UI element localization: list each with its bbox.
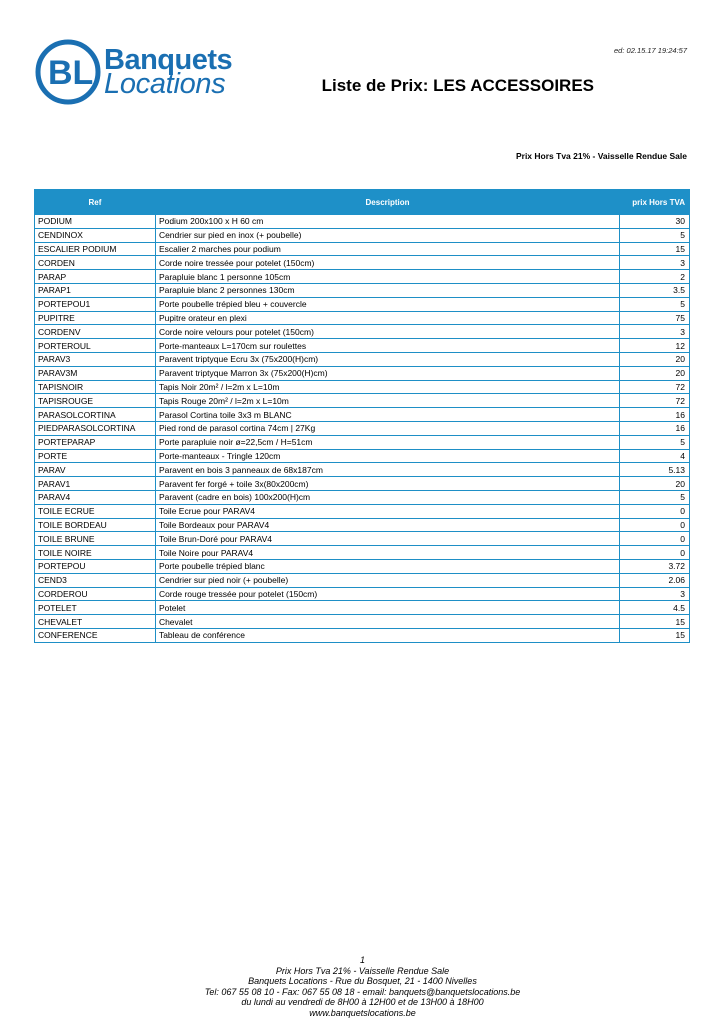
cell-ref: PORTEROUL [35, 339, 156, 353]
cell-ref: CORDEN [35, 256, 156, 270]
table-row [35, 394, 690, 408]
cell-price: 5 [620, 435, 690, 449]
cell-ref: TAPISNOIR [35, 380, 156, 394]
cell-description: Paravent triptyque Ecru 3x (75x200(H)cm) [155, 352, 619, 366]
cell-description: Parapluie blanc 1 personne 105cm [155, 270, 619, 284]
brand-name-line1: Banquets [104, 44, 233, 76]
brand-name-line2: Locations [104, 68, 226, 100]
cell-price: 5 [620, 490, 690, 504]
cell-price: 20 [620, 352, 690, 366]
cell-description: Cendrier sur pied en inox (+ poubelle) [155, 228, 619, 242]
table-row [35, 215, 690, 229]
cell-description: Porte poubelle trépied blanc [155, 559, 619, 573]
cell-description: Corde noire tressée pour potelet (150cm) [155, 256, 619, 270]
table-row [35, 559, 690, 573]
cell-ref: PARASOLCORTINA [35, 408, 156, 422]
cell-price: 72 [620, 394, 690, 408]
page-title: Liste de Prix: LES ACCESSOIRES [321, 76, 594, 95]
cell-description: Porte-manteaux L=170cm sur roulettes [155, 339, 619, 353]
table-row [35, 380, 690, 394]
table-row [35, 408, 690, 422]
table-row [35, 366, 690, 380]
price-table [34, 189, 690, 643]
cell-ref: PARAP [35, 270, 156, 284]
cell-ref: CORDENV [35, 325, 156, 339]
cell-price: 5 [620, 228, 690, 242]
cell-ref: PARAV1 [35, 477, 156, 491]
cell-ref: CHEVALET [35, 615, 156, 629]
cell-description: Tapis Rouge 20m² / l=2m x L=10m [155, 394, 619, 408]
cell-price: 12 [620, 339, 690, 353]
cell-description: Tableau de conférence [155, 628, 619, 642]
cell-description: Porte poubelle trépied bleu + couvercle [155, 297, 619, 311]
cell-price: 2 [620, 270, 690, 284]
column-header-price: prix Hors TVA [620, 190, 690, 215]
cell-ref: CENDINOX [35, 228, 156, 242]
cell-description: Tapis Noir 20m² / l=2m x L=10m [155, 380, 619, 394]
cell-description: Pupitre orateur en plexi [155, 311, 619, 325]
page-subtitle: Prix Hors Tva 21% - Vaisselle Rendue Sale [515, 151, 687, 161]
cell-ref: ESCALIER PODIUM [35, 242, 156, 256]
cell-price: 72 [620, 380, 690, 394]
cell-ref: CORDEROU [35, 587, 156, 601]
cell-ref: PORTEPOU1 [35, 297, 156, 311]
cell-ref: TOILE ECRUE [35, 504, 156, 518]
cell-ref: TOILE BRUNE [35, 532, 156, 546]
cell-price: 5 [620, 297, 690, 311]
cell-description: Corde noire velours pour potelet (150cm) [155, 325, 619, 339]
cell-ref: POTELET [35, 601, 156, 615]
cell-description: Toile Noire pour PARAV4 [155, 546, 619, 560]
cell-ref: PARAV3M [35, 366, 156, 380]
table-row [35, 311, 690, 325]
cell-price: 16 [620, 421, 690, 435]
cell-description: Toile Brun-Doré pour PARAV4 [155, 532, 619, 546]
cell-price: 0 [620, 532, 690, 546]
table-row [35, 421, 690, 435]
cell-price: 20 [620, 366, 690, 380]
cell-price: 15 [620, 242, 690, 256]
cell-description: Paravent (cadre en bois) 100x200(H)cm [155, 490, 619, 504]
cell-ref: PORTEPOU [35, 559, 156, 573]
logo-mark-icon [34, 38, 104, 108]
cell-ref: CONFERENCE [35, 628, 156, 642]
footer-line-address: Banquets Locations - Rue du Bosquet, 21 - 1400 Nivelles [248, 976, 477, 987]
cell-price: 4 [620, 449, 690, 463]
cell-description: Porte parapluie noir ø=22,5cm / H=51cm [155, 435, 619, 449]
footer-line-contact: Tel: 067 55 08 10 - Fax: 067 55 08 18 - email: banquets@banquetslocations.be [204, 986, 521, 997]
table-row [35, 628, 690, 642]
cell-ref: TOILE BORDEAU [35, 518, 156, 532]
table-row [35, 449, 690, 463]
table-row [35, 504, 690, 518]
logo-letters: BL [48, 54, 94, 92]
table-row [35, 297, 690, 311]
company-logo [34, 38, 249, 108]
cell-description: Cendrier sur pied noir (+ poubelle) [155, 573, 619, 587]
footer-line-hours: du lundi au vendredi de 8H00 à 12H00 et de 13H00 à 18H00 [241, 997, 484, 1008]
cell-ref: TAPISROUGE [35, 394, 156, 408]
cell-description: Parasol Cortina toile 3x3 m BLANC [155, 408, 619, 422]
table-row [35, 615, 690, 629]
edited-timestamp: ed: 02.15.17 19:24:57 [614, 46, 687, 55]
cell-price: 3 [620, 325, 690, 339]
cell-price: 5.13 [620, 463, 690, 477]
cell-description: Chevalet [155, 615, 619, 629]
cell-price: 3 [620, 587, 690, 601]
page-footer [0, 955, 725, 1019]
cell-ref: TOILE NOIRE [35, 546, 156, 560]
cell-price: 3.5 [620, 283, 690, 297]
table-row [35, 518, 690, 532]
table-row [35, 477, 690, 491]
cell-ref: PARAV [35, 463, 156, 477]
table-row [35, 587, 690, 601]
table-row [35, 325, 690, 339]
cell-price: 4.5 [620, 601, 690, 615]
cell-description: Paravent en bois 3 panneaux de 68x187cm [155, 463, 619, 477]
cell-price: 15 [620, 628, 690, 642]
cell-description: Paravent triptyque Marron 3x (75x200(H)cm) [155, 366, 619, 380]
cell-price: 2.06 [620, 573, 690, 587]
cell-description: Parapluie blanc 2 personnes 130cm [155, 283, 619, 297]
cell-description: Escalier 2 marches pour podium [155, 242, 619, 256]
table-row [35, 256, 690, 270]
table-row [35, 573, 690, 587]
cell-description: Podium 200x100 x H 60 cm [155, 215, 619, 229]
table-row [35, 601, 690, 615]
footer-line-vat: Prix Hors Tva 21% - Vaisselle Rendue Sale [275, 965, 450, 976]
cell-price: 3.72 [620, 559, 690, 573]
cell-description: Corde rouge tressée pour potelet (150cm) [155, 587, 619, 601]
cell-price: 0 [620, 504, 690, 518]
footer-line-website: www.banquetslocations.be [309, 1007, 416, 1018]
cell-ref: PARAV4 [35, 490, 156, 504]
cell-ref: PUPITRE [35, 311, 156, 325]
table-row [35, 352, 690, 366]
column-header-ref: Ref [35, 190, 156, 215]
table-row [35, 283, 690, 297]
cell-ref: PARAP1 [35, 283, 156, 297]
cell-price: 3 [620, 256, 690, 270]
cell-description: Porte-manteaux - Tringle 120cm [155, 449, 619, 463]
table-row [35, 490, 690, 504]
table-row [35, 532, 690, 546]
cell-price: 16 [620, 408, 690, 422]
cell-price: 30 [620, 215, 690, 229]
cell-description: Toile Ecrue pour PARAV4 [155, 504, 619, 518]
cell-price: 75 [620, 311, 690, 325]
cell-ref: CEND3 [35, 573, 156, 587]
cell-description: Toile Bordeaux pour PARAV4 [155, 518, 619, 532]
cell-price: 15 [620, 615, 690, 629]
cell-ref: PORTEPARAP [35, 435, 156, 449]
cell-ref: PODIUM [35, 215, 156, 229]
cell-price: 0 [620, 546, 690, 560]
cell-ref: PARAV3 [35, 352, 156, 366]
table-row [35, 228, 690, 242]
table-row [35, 270, 690, 284]
cell-ref: PIEDPARASOLCORTINA [35, 421, 156, 435]
table-row [35, 463, 690, 477]
page-number: 1 [359, 955, 365, 965]
table-row [35, 242, 690, 256]
cell-description: Paravent fer forgé + toile 3x(80x200cm) [155, 477, 619, 491]
table-row [35, 339, 690, 353]
cell-ref: PORTE [35, 449, 156, 463]
table-row [35, 435, 690, 449]
cell-description: Pied rond de parasol cortina 74cm | 27Kg [155, 421, 619, 435]
cell-price: 0 [620, 518, 690, 532]
cell-description: Potelet [155, 601, 619, 615]
cell-price: 20 [620, 477, 690, 491]
column-header-description: Description [155, 190, 619, 215]
table-header-row [35, 190, 690, 215]
table-row [35, 546, 690, 560]
